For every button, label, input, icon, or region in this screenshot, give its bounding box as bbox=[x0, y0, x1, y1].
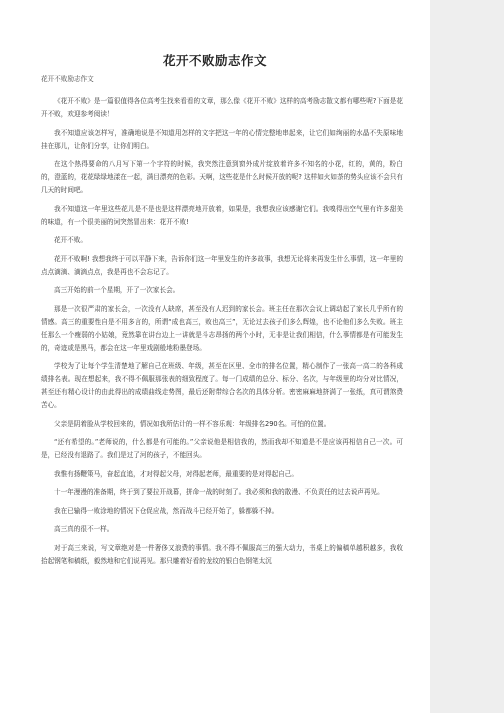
paragraph: 在这个热得要命的八月写下第一个字符的时候，我突然注意到窗外成片绽放着许多不知名的小花，红的，黄的，粉白的，澄蓝的，花花绿绿地漾在一起，满目漂亮的色彩。天啊，这些花是什么时候开放的呢? 这样如火如荼的势头应该不会只有几天的时间吧。 bbox=[41, 160, 403, 194]
paragraph: 高三开始的前一个星期，开了一次家长会。 bbox=[54, 286, 180, 294]
article-body bbox=[41, 95, 403, 573]
page-title: 花开不败励志作文 bbox=[162, 53, 267, 68]
right-sidebar-panel bbox=[430, 0, 504, 713]
paragraph: 十一年漫漫的准备期，终于到了要拉开战幕，拼命一战的时刻了。我必须和我的散漫、不负责任的过去说声再见。 bbox=[54, 488, 384, 496]
paragraph: 父亲是阴着脸从学校回来的，情况如我所估计的一样不容乐观：年级排名290名。可怕的位置。 bbox=[54, 419, 331, 428]
paragraph: 我不知道应该怎样写，准确地说是不知道用怎样的文字把这一年的心情完整地串起来，让它们如绚丽的水晶不失原味地挂在那儿，让你们分享，让你们明白。 bbox=[41, 128, 403, 150]
paragraph: 花开不败啊! 我想我终于可以平静下来，告诉你们这一年里发生的许多故事，我想无论将来再发生什么事情，这一年里的点点滴滴、滴滴点点，我是再也不会忘记了。 bbox=[41, 254, 403, 276]
paragraph: 花开不败。 bbox=[54, 236, 87, 244]
paragraph: 学校为了让每个学生清楚地了解自己在班级、年级，甚至在区里、全市的排名位置，精心制作了一张高一高二的各科成绩排名表。现在想起来，我不得不佩服那张表的细致程度了。每一门成绩的总分、标分、名次，与年级里的均分对比情况，甚至还有精心设计的由此得出的成绩曲线走势图，最后还附带综合名次的具体分析。密密麻麻地挤满了一张纸，真可谓煞费苦心。 bbox=[41, 362, 403, 409]
paragraph: 我惟有扬鞭策马，奋起直追，才对得起父母，对得起老师，最重要的是对得起自己。 bbox=[54, 469, 298, 478]
paragraph: 《花开不败》是一篇很值得各位高考生找来看看的文章，那么像《花开不败》这样的高考励志散文都有哪些呢?下面是花开不败，欢迎参考阅读！ bbox=[41, 97, 403, 118]
paragraph: 我在已输得一败涂地的情况下仓促应战，然而战斗已经开始了，躲都躲不掉。 bbox=[54, 506, 279, 515]
paragraph: 我不知道这一年里这些花儿是不是也是这样漂亮地开放着，如果是，我想我应该感谢它们。我嗅得出空气里有许多甜美的味道，有一个很美丽的词突然冒出来：花开不败! bbox=[41, 204, 403, 226]
paragraph: “还有希望的。”老师说的，什么都是有可能的。”父亲说他是相信我的，然而我却不知道是不是应该再相信自己一次。可是，已经没有退路了。我们是过了河的孩子，不能回头。 bbox=[41, 438, 403, 459]
paragraph: 那是一次很严肃的家长会，一次没有人缺席，甚至没有人迟到的家长会。班主任在那次会议上调动起了家长几乎所有的情感。高三的重要性自是不用多言的，所谓“成也高三，败也高三”，无论过去孩子们多么辉煌，也不论他们多么失败。班主任那么一个瘦弱的小姑娘，竟然靠在讲台边上一讲就是斗志昂扬的两个小时，无非是让我们相信，什么事情都是有可能发生的，奇迹或是黑马，都会在这一年里戏剧般地粉墨登场。 bbox=[41, 304, 403, 352]
page-subtitle: 花开不败励志作文 bbox=[41, 75, 94, 83]
paragraph: 对于高三来说，写文章绝对是一件奢侈又浪费的事情。我不得不佩服高三的强大动力，书桌上的偏稿单越积越多，我收拾起钢笔和稿纸，毅然地和它们说再见。那只雕着好看的龙纹的银白色钢笔太沉 bbox=[41, 543, 403, 565]
paragraph: 高三真的很不一样。 bbox=[54, 525, 114, 533]
